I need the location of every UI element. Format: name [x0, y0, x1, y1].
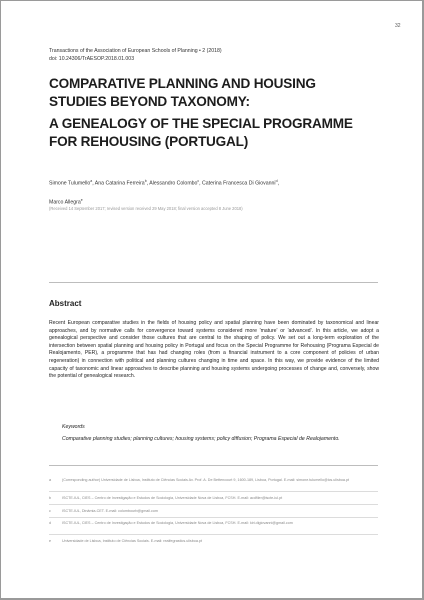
paper-page	[1, 1, 422, 598]
footnote-mark: b	[49, 496, 52, 500]
journal-doi: doi: 10.24306/TrAESOP.2018.01.003	[49, 56, 135, 62]
footnote-text: (Corresponding author) Universidade de Lisboa, Instituto de Ciências Sociais Av. Prof. A. De Bettencourt 9, 1600-189, Lisboa, Portugal. E-mail: simone.tulumello@ics.ulisboa.pt	[62, 478, 350, 482]
footnote-mark: c	[49, 509, 51, 513]
footnote-divider	[49, 504, 378, 505]
keywords-text: Comparative planning studies; planning cultures; housing systems; policy diffusion; Programa Especial de Realojamento.	[62, 436, 340, 442]
author-list: Simone Tulumello$^a$, Ana Catarina Ferreira$^b$, Alessandro Colombo$^c$, Caterina Francesca Di Giovanni$^d$, Marco Allegra$^e$	[49, 179, 279, 206]
footnote-text: ISCTE-IUL, CIES – Centro de Investigação e Estudos de Sociologia, Universidade Nova de Lisboa, FCSH. E-mail: acdfiler@iscte-iul.pt	[62, 496, 283, 500]
title-part-2	[49, 115, 379, 151]
title-line: A GENEALOGY OF THE SPECIAL PROGRAMME	[49, 116, 353, 131]
footnote-text: Universidade de Lisboa, Instituto de Ciências Sociais. E-mail: realfegrastics.ulisboa.pt	[62, 539, 202, 543]
divider	[49, 282, 378, 283]
footnote-mark: e	[49, 539, 52, 543]
footnote-mark: a	[49, 478, 52, 482]
received-dates: (Received 14 September 2017; revised version received 29 May 2018; final version accepted 8 June 2018)	[49, 206, 243, 211]
title-line: FOR REHOUSING (PORTUGAL)	[49, 134, 249, 149]
footnote-divider	[49, 534, 378, 535]
footnote-mark: d	[49, 521, 52, 525]
author-name: Simone Tulumello	[49, 180, 91, 187]
affiliation-mark: b	[144, 179, 147, 183]
footnote-divider	[49, 491, 378, 492]
author-name: Alessandro Colombo	[149, 180, 198, 187]
footnote-text: ISCTE-IUL, Dinâmia-CET. E-mail: colombourb@gmail.com	[62, 509, 158, 513]
author-name: Ana Catarina Ferreira	[94, 180, 145, 187]
title-line: COMPARATIVE PLANNING AND HOUSING	[49, 76, 316, 91]
affiliation-mark: a	[90, 179, 93, 183]
divider	[49, 465, 378, 466]
abstract-text: Recent European comparative studies in the fields of housing policy and spatial planning have been dominated by taxonomical and linear approaches, and by normative calls for convergence toward systems considered more 'mature' or 'advanced'. In this article, we adopt a genealogical perspective and consider those cultures that are central to the shaping of policy. We set out a long-term exploration of the intersection between spatial planning and housing policy in Portugal and focus on the Special Programme for Rehousing (Programa Especial de Realojamento, PER), a programme that has had changing roles (from a financial instrument to a core component of policies of urban regeneration) in connection with political and planning cultures changing in time and space. In this way, we provide evidence of the limited capacity of taxonomic and linear approaches to describe planning and housing systems undergoing processes of change and, conversely, show the potential of genealogical research.	[49, 320, 379, 380]
title-part-1	[49, 75, 379, 111]
affiliation-mark: d	[275, 179, 278, 183]
title-line: STUDIES BEYOND TAXONOMY:	[49, 94, 250, 109]
author-name: Caterina Francesca Di Giovanni	[202, 180, 276, 187]
footnote-divider	[49, 517, 378, 518]
journal-title: Transactions of the Association of European Schools of Planning • 2 (2018)	[49, 48, 222, 54]
affiliation-mark: e	[80, 197, 83, 202]
keywords-heading: Keywords	[62, 424, 85, 430]
affiliation-mark: c	[197, 179, 200, 183]
abstract-heading: Abstract	[49, 299, 82, 308]
journal-header	[49, 47, 222, 63]
author-name: Marco Allegra	[49, 199, 81, 206]
page-number: 32	[395, 23, 401, 29]
footnote-text: ISCTE-IUL, CIES – Centro de Investigação e Estudos de Sociologia, Universidade Nova de Lisboa, FCSH. E-mail: kiri.digiovanni@gmail.com	[62, 521, 293, 525]
